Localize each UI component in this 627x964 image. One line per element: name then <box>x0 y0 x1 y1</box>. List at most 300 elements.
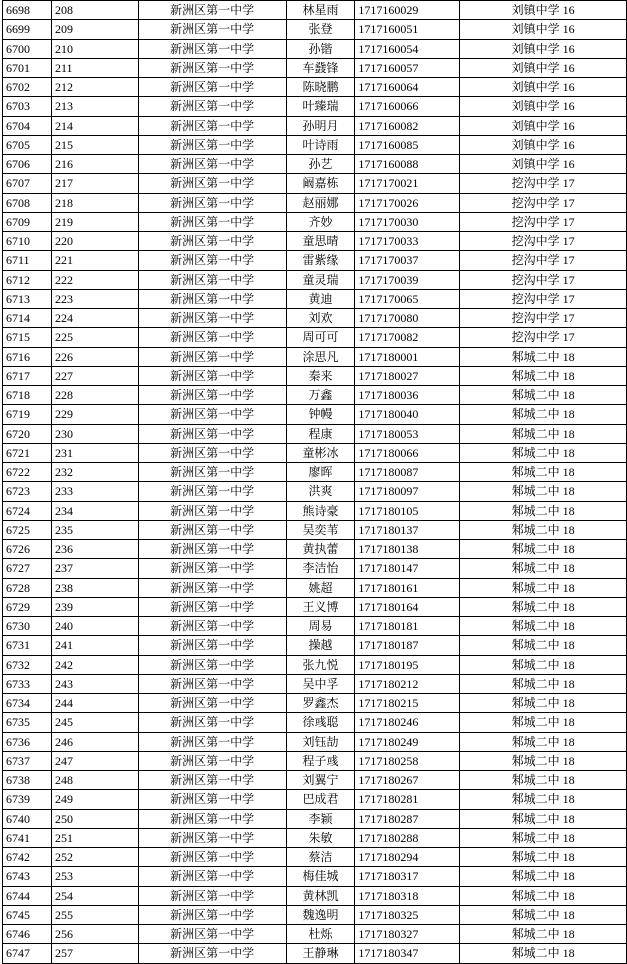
exam-number-cell: 1717170021 <box>355 174 460 193</box>
origin-school-cell: 邾城二中 18 <box>460 443 627 462</box>
school-cell: 新洲区第一中学 <box>138 78 286 97</box>
student-name-cell: 周易 <box>286 617 355 636</box>
index-cell: 240 <box>51 617 138 636</box>
table-row <box>3 482 627 501</box>
exam-number-cell: 1717160064 <box>355 78 460 97</box>
student-name-cell: 罗鑫杰 <box>286 694 355 713</box>
student-name-cell: 涂思凡 <box>286 347 355 366</box>
index-cell: 256 <box>51 925 138 944</box>
index-cell: 214 <box>51 116 138 135</box>
index-cell: 232 <box>51 463 138 482</box>
origin-school-cell: 邾城二中 18 <box>460 771 627 790</box>
index-cell: 257 <box>51 944 138 963</box>
student-name-cell: 童灵瑞 <box>286 270 355 289</box>
table-row <box>3 366 627 385</box>
index-cell: 212 <box>51 78 138 97</box>
origin-school-cell: 邾城二中 18 <box>460 867 627 886</box>
exam-number-cell: 1717180258 <box>355 751 460 770</box>
table-row <box>3 405 627 424</box>
exam-number-cell: 1717180317 <box>355 867 460 886</box>
index-cell: 215 <box>51 135 138 154</box>
origin-school-cell: 邾城二中 18 <box>460 597 627 616</box>
school-cell: 新洲区第一中学 <box>138 694 286 713</box>
serial-number-cell: 6744 <box>3 886 52 905</box>
student-name-cell: 叶臻瑞 <box>286 97 355 116</box>
table-row <box>3 617 627 636</box>
school-cell: 新洲区第一中学 <box>138 212 286 231</box>
serial-number-cell: 6736 <box>3 732 52 751</box>
table-row <box>3 443 627 462</box>
serial-number-cell: 6716 <box>3 347 52 366</box>
serial-number-cell: 6712 <box>3 270 52 289</box>
origin-school-cell: 邾城二中 18 <box>460 751 627 770</box>
school-cell: 新洲区第一中学 <box>138 232 286 251</box>
student-name-cell: 王义博 <box>286 597 355 616</box>
student-name-cell: 李颖 <box>286 809 355 828</box>
exam-number-cell: 1717180246 <box>355 713 460 732</box>
serial-number-cell: 6719 <box>3 405 52 424</box>
school-cell: 新洲区第一中学 <box>138 636 286 655</box>
student-name-cell: 童彬冰 <box>286 443 355 462</box>
school-cell: 新洲区第一中学 <box>138 771 286 790</box>
school-cell: 新洲区第一中学 <box>138 944 286 963</box>
table-row <box>3 212 627 231</box>
index-cell: 217 <box>51 174 138 193</box>
origin-school-cell: 挖沟中学 17 <box>460 212 627 231</box>
school-cell: 新洲区第一中学 <box>138 482 286 501</box>
student-name-cell: 赵丽娜 <box>286 193 355 212</box>
index-cell: 220 <box>51 232 138 251</box>
table-row <box>3 771 627 790</box>
origin-school-cell: 邾城二中 18 <box>460 694 627 713</box>
serial-number-cell: 6733 <box>3 674 52 693</box>
student-name-cell: 雷紫缘 <box>286 251 355 270</box>
school-cell: 新洲区第一中学 <box>138 886 286 905</box>
school-cell: 新洲区第一中学 <box>138 867 286 886</box>
student-name-cell: 蔡洁 <box>286 848 355 867</box>
serial-number-cell: 6739 <box>3 790 52 809</box>
index-cell: 218 <box>51 193 138 212</box>
school-cell: 新洲区第一中学 <box>138 828 286 847</box>
exam-number-cell: 1717170037 <box>355 251 460 270</box>
school-cell: 新洲区第一中学 <box>138 674 286 693</box>
exam-number-cell: 1717180249 <box>355 732 460 751</box>
exam-number-cell: 1717180087 <box>355 463 460 482</box>
table-row <box>3 636 627 655</box>
index-cell: 245 <box>51 713 138 732</box>
table-row <box>3 251 627 270</box>
origin-school-cell: 邾城二中 18 <box>460 790 627 809</box>
school-cell: 新洲区第一中学 <box>138 540 286 559</box>
exam-number-cell: 1717180040 <box>355 405 460 424</box>
index-cell: 225 <box>51 328 138 347</box>
table-row <box>3 828 627 847</box>
serial-number-cell: 6732 <box>3 655 52 674</box>
index-cell: 210 <box>51 39 138 58</box>
index-cell: 247 <box>51 751 138 770</box>
origin-school-cell: 邾城二中 18 <box>460 848 627 867</box>
exam-number-cell: 1717160057 <box>355 58 460 77</box>
table-row <box>3 39 627 58</box>
exam-number-cell: 1717180287 <box>355 809 460 828</box>
table-row <box>3 270 627 289</box>
school-cell: 新洲区第一中学 <box>138 251 286 270</box>
exam-number-cell: 1717160029 <box>355 1 460 20</box>
serial-number-cell: 6714 <box>3 309 52 328</box>
exam-number-cell: 1717180161 <box>355 578 460 597</box>
origin-school-cell: 挖沟中学 17 <box>460 251 627 270</box>
index-cell: 246 <box>51 732 138 751</box>
index-cell: 234 <box>51 501 138 520</box>
origin-school-cell: 挖沟中学 17 <box>460 309 627 328</box>
origin-school-cell: 邾城二中 18 <box>460 578 627 597</box>
serial-number-cell: 6731 <box>3 636 52 655</box>
serial-number-cell: 6704 <box>3 116 52 135</box>
index-cell: 216 <box>51 155 138 174</box>
serial-number-cell: 6726 <box>3 540 52 559</box>
school-cell: 新洲区第一中学 <box>138 116 286 135</box>
exam-number-cell: 1717170039 <box>355 270 460 289</box>
table-row <box>3 232 627 251</box>
exam-number-cell: 1717170026 <box>355 193 460 212</box>
school-cell: 新洲区第一中学 <box>138 809 286 828</box>
serial-number-cell: 6730 <box>3 617 52 636</box>
exam-number-cell: 1717160054 <box>355 39 460 58</box>
school-cell: 新洲区第一中学 <box>138 135 286 154</box>
student-name-cell: 吴奕苇 <box>286 520 355 539</box>
admission-table <box>2 0 627 964</box>
student-name-cell: 周可可 <box>286 328 355 347</box>
serial-number-cell: 6742 <box>3 848 52 867</box>
student-name-cell: 陈晓鹏 <box>286 78 355 97</box>
index-cell: 242 <box>51 655 138 674</box>
index-cell: 235 <box>51 520 138 539</box>
origin-school-cell: 挖沟中学 17 <box>460 193 627 212</box>
origin-school-cell: 挖沟中学 17 <box>460 174 627 193</box>
exam-number-cell: 1717180327 <box>355 925 460 944</box>
school-cell: 新洲区第一中学 <box>138 1 286 20</box>
student-name-cell: 巴成君 <box>286 790 355 809</box>
serial-number-cell: 6747 <box>3 944 52 963</box>
index-cell: 252 <box>51 848 138 867</box>
table-row <box>3 20 627 39</box>
origin-school-cell: 邾城二中 18 <box>460 347 627 366</box>
serial-number-cell: 6706 <box>3 155 52 174</box>
table-row <box>3 463 627 482</box>
origin-school-cell: 邾城二中 18 <box>460 559 627 578</box>
serial-number-cell: 6698 <box>3 1 52 20</box>
student-name-cell: 孙锴 <box>286 39 355 58</box>
index-cell: 223 <box>51 289 138 308</box>
serial-number-cell: 6729 <box>3 597 52 616</box>
index-cell: 219 <box>51 212 138 231</box>
exam-number-cell: 1717180001 <box>355 347 460 366</box>
student-name-cell: 叶诗雨 <box>286 135 355 154</box>
origin-school-cell: 刘镇中学 16 <box>460 1 627 20</box>
school-cell: 新洲区第一中学 <box>138 366 286 385</box>
student-name-cell: 魏逸明 <box>286 905 355 924</box>
serial-number-cell: 6741 <box>3 828 52 847</box>
table-row <box>3 867 627 886</box>
serial-number-cell: 6738 <box>3 771 52 790</box>
origin-school-cell: 邾城二中 18 <box>460 366 627 385</box>
student-name-cell: 程子彧 <box>286 751 355 770</box>
origin-school-cell: 邾城二中 18 <box>460 386 627 405</box>
table-row <box>3 848 627 867</box>
student-name-cell: 程康 <box>286 424 355 443</box>
origin-school-cell: 邾城二中 18 <box>460 520 627 539</box>
origin-school-cell: 邾城二中 18 <box>460 674 627 693</box>
index-cell: 229 <box>51 405 138 424</box>
table-row <box>3 520 627 539</box>
index-cell: 226 <box>51 347 138 366</box>
school-cell: 新洲区第一中学 <box>138 578 286 597</box>
index-cell: 231 <box>51 443 138 462</box>
origin-school-cell: 刘镇中学 16 <box>460 97 627 116</box>
origin-school-cell: 邾城二中 18 <box>460 617 627 636</box>
origin-school-cell: 邾城二中 18 <box>460 905 627 924</box>
serial-number-cell: 6700 <box>3 39 52 58</box>
table-row <box>3 944 627 963</box>
origin-school-cell: 挖沟中学 17 <box>460 289 627 308</box>
table-row <box>3 58 627 77</box>
table-row <box>3 116 627 135</box>
table-row <box>3 905 627 924</box>
exam-number-cell: 1717180347 <box>355 944 460 963</box>
exam-number-cell: 1717170030 <box>355 212 460 231</box>
origin-school-cell: 刘镇中学 16 <box>460 135 627 154</box>
index-cell: 222 <box>51 270 138 289</box>
serial-number-cell: 6701 <box>3 58 52 77</box>
exam-number-cell: 1717180036 <box>355 386 460 405</box>
exam-number-cell: 1717160085 <box>355 135 460 154</box>
student-name-cell: 孙明月 <box>286 116 355 135</box>
table-row <box>3 386 627 405</box>
student-name-cell: 黄迪 <box>286 289 355 308</box>
student-name-cell: 杜烁 <box>286 925 355 944</box>
student-name-cell: 梅佳城 <box>286 867 355 886</box>
origin-school-cell: 邾城二中 18 <box>460 482 627 501</box>
serial-number-cell: 6707 <box>3 174 52 193</box>
index-cell: 248 <box>51 771 138 790</box>
school-cell: 新洲区第一中学 <box>138 713 286 732</box>
index-cell: 211 <box>51 58 138 77</box>
school-cell: 新洲区第一中学 <box>138 790 286 809</box>
table-row <box>3 174 627 193</box>
table-row <box>3 328 627 347</box>
index-cell: 241 <box>51 636 138 655</box>
student-name-cell: 张九悦 <box>286 655 355 674</box>
exam-number-cell: 1717180066 <box>355 443 460 462</box>
school-cell: 新洲区第一中学 <box>138 905 286 924</box>
student-name-cell: 孙艺 <box>286 155 355 174</box>
student-name-cell: 齐妙 <box>286 212 355 231</box>
exam-number-cell: 1717180325 <box>355 905 460 924</box>
serial-number-cell: 6720 <box>3 424 52 443</box>
serial-number-cell: 6724 <box>3 501 52 520</box>
table-row <box>3 809 627 828</box>
index-cell: 208 <box>51 1 138 20</box>
exam-number-cell: 1717180267 <box>355 771 460 790</box>
index-cell: 254 <box>51 886 138 905</box>
serial-number-cell: 6709 <box>3 212 52 231</box>
table-row <box>3 155 627 174</box>
exam-number-cell: 1717180053 <box>355 424 460 443</box>
serial-number-cell: 6699 <box>3 20 52 39</box>
serial-number-cell: 6723 <box>3 482 52 501</box>
table-row <box>3 655 627 674</box>
origin-school-cell: 邾城二中 18 <box>460 732 627 751</box>
student-name-cell: 操越 <box>286 636 355 655</box>
school-cell: 新洲区第一中学 <box>138 617 286 636</box>
index-cell: 236 <box>51 540 138 559</box>
origin-school-cell: 邾城二中 18 <box>460 886 627 905</box>
student-name-cell: 徐彧聪 <box>286 713 355 732</box>
exam-number-cell: 1717180164 <box>355 597 460 616</box>
serial-number-cell: 6745 <box>3 905 52 924</box>
school-cell: 新洲区第一中学 <box>138 289 286 308</box>
origin-school-cell: 邾城二中 18 <box>460 809 627 828</box>
serial-number-cell: 6717 <box>3 366 52 385</box>
index-cell: 255 <box>51 905 138 924</box>
serial-number-cell: 6715 <box>3 328 52 347</box>
student-name-cell: 刘欢 <box>286 309 355 328</box>
school-cell: 新洲区第一中学 <box>138 559 286 578</box>
table-row <box>3 559 627 578</box>
school-cell: 新洲区第一中学 <box>138 270 286 289</box>
origin-school-cell: 刘镇中学 16 <box>460 20 627 39</box>
origin-school-cell: 挖沟中学 17 <box>460 270 627 289</box>
exam-number-cell: 1717180294 <box>355 848 460 867</box>
origin-school-cell: 邾城二中 18 <box>460 424 627 443</box>
index-cell: 238 <box>51 578 138 597</box>
student-name-cell: 车鼗锋 <box>286 58 355 77</box>
exam-number-cell: 1717180027 <box>355 366 460 385</box>
exam-number-cell: 1717160082 <box>355 116 460 135</box>
student-name-cell: 秦来 <box>286 366 355 385</box>
table-row <box>3 713 627 732</box>
exam-number-cell: 1717180288 <box>355 828 460 847</box>
serial-number-cell: 6702 <box>3 78 52 97</box>
serial-number-cell: 6743 <box>3 867 52 886</box>
index-cell: 221 <box>51 251 138 270</box>
index-cell: 249 <box>51 790 138 809</box>
index-cell: 244 <box>51 694 138 713</box>
school-cell: 新洲区第一中学 <box>138 193 286 212</box>
origin-school-cell: 挖沟中学 17 <box>460 328 627 347</box>
origin-school-cell: 邾城二中 18 <box>460 636 627 655</box>
student-name-cell: 李洁怡 <box>286 559 355 578</box>
school-cell: 新洲区第一中学 <box>138 39 286 58</box>
exam-number-cell: 1717160051 <box>355 20 460 39</box>
exam-number-cell: 1717180281 <box>355 790 460 809</box>
index-cell: 230 <box>51 424 138 443</box>
table-row <box>3 289 627 308</box>
school-cell: 新洲区第一中学 <box>138 309 286 328</box>
serial-number-cell: 6713 <box>3 289 52 308</box>
exam-number-cell: 1717180181 <box>355 617 460 636</box>
table-row <box>3 674 627 693</box>
origin-school-cell: 邾城二中 18 <box>460 463 627 482</box>
student-name-cell: 熊诗豪 <box>286 501 355 520</box>
index-cell: 250 <box>51 809 138 828</box>
school-cell: 新洲区第一中学 <box>138 97 286 116</box>
serial-number-cell: 6711 <box>3 251 52 270</box>
origin-school-cell: 刘镇中学 16 <box>460 78 627 97</box>
origin-school-cell: 刘镇中学 16 <box>460 39 627 58</box>
student-name-cell: 黄林凯 <box>286 886 355 905</box>
serial-number-cell: 6708 <box>3 193 52 212</box>
student-name-cell: 钟幔 <box>286 405 355 424</box>
origin-school-cell: 邾城二中 18 <box>460 540 627 559</box>
table-row <box>3 925 627 944</box>
origin-school-cell: 挖沟中学 17 <box>460 232 627 251</box>
index-cell: 243 <box>51 674 138 693</box>
school-cell: 新洲区第一中学 <box>138 463 286 482</box>
school-cell: 新洲区第一中学 <box>138 424 286 443</box>
exam-number-cell: 1717180195 <box>355 655 460 674</box>
serial-number-cell: 6727 <box>3 559 52 578</box>
school-cell: 新洲区第一中学 <box>138 520 286 539</box>
table-row <box>3 694 627 713</box>
student-name-cell: 姚超 <box>286 578 355 597</box>
table-row <box>3 501 627 520</box>
index-cell: 213 <box>51 97 138 116</box>
student-name-cell: 阚嘉栋 <box>286 174 355 193</box>
exam-number-cell: 1717180187 <box>355 636 460 655</box>
table-row <box>3 347 627 366</box>
serial-number-cell: 6710 <box>3 232 52 251</box>
serial-number-cell: 6746 <box>3 925 52 944</box>
table-row <box>3 578 627 597</box>
student-name-cell: 刘钰劼 <box>286 732 355 751</box>
exam-number-cell: 1717180215 <box>355 694 460 713</box>
origin-school-cell: 刘镇中学 16 <box>460 155 627 174</box>
school-cell: 新洲区第一中学 <box>138 405 286 424</box>
serial-number-cell: 6718 <box>3 386 52 405</box>
serial-number-cell: 6725 <box>3 520 52 539</box>
origin-school-cell: 邾城二中 18 <box>460 944 627 963</box>
index-cell: 233 <box>51 482 138 501</box>
table-row <box>3 78 627 97</box>
serial-number-cell: 6722 <box>3 463 52 482</box>
student-name-cell: 万鑫 <box>286 386 355 405</box>
school-cell: 新洲区第一中学 <box>138 386 286 405</box>
serial-number-cell: 6721 <box>3 443 52 462</box>
origin-school-cell: 刘镇中学 16 <box>460 116 627 135</box>
student-name-cell: 廖晖 <box>286 463 355 482</box>
student-name-cell: 王静琳 <box>286 944 355 963</box>
index-cell: 253 <box>51 867 138 886</box>
serial-number-cell: 6728 <box>3 578 52 597</box>
school-cell: 新洲区第一中学 <box>138 443 286 462</box>
student-name-cell: 刘翼宁 <box>286 771 355 790</box>
student-name-cell: 洪爽 <box>286 482 355 501</box>
exam-number-cell: 1717180318 <box>355 886 460 905</box>
student-name-cell: 吴中孚 <box>286 674 355 693</box>
table-row <box>3 751 627 770</box>
index-cell: 228 <box>51 386 138 405</box>
origin-school-cell: 邾城二中 18 <box>460 828 627 847</box>
serial-number-cell: 6705 <box>3 135 52 154</box>
origin-school-cell: 邾城二中 18 <box>460 925 627 944</box>
exam-number-cell: 1717170080 <box>355 309 460 328</box>
school-cell: 新洲区第一中学 <box>138 174 286 193</box>
exam-number-cell: 1717160088 <box>355 155 460 174</box>
student-name-cell: 张登 <box>286 20 355 39</box>
exam-number-cell: 1717180137 <box>355 520 460 539</box>
student-name-cell: 林星雨 <box>286 1 355 20</box>
